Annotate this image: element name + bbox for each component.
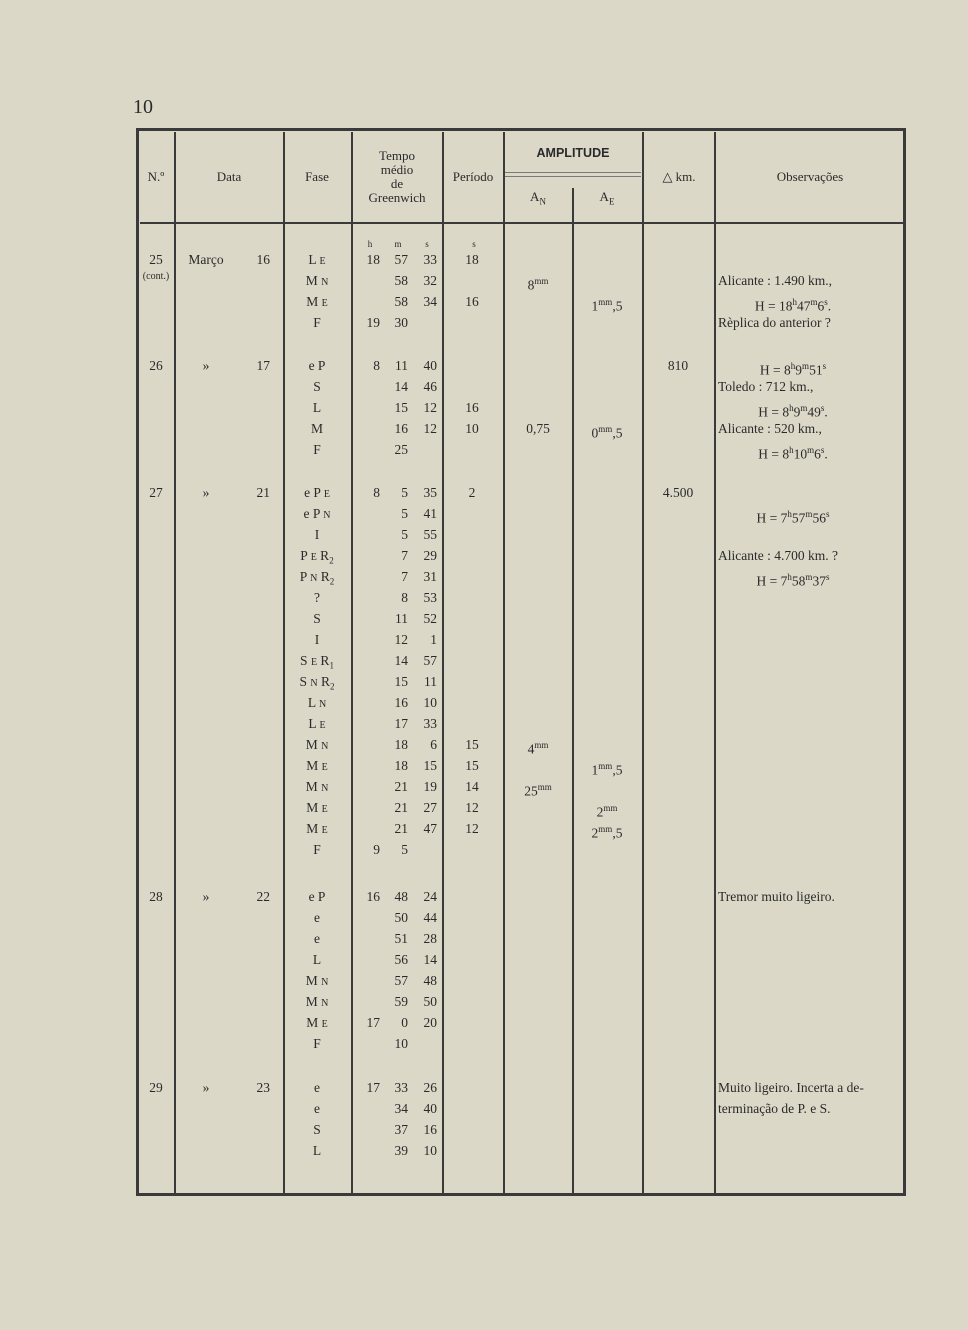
row-observation: Tremor muito ligeiro. <box>718 889 835 904</box>
row-observation: $H = 7^h57^m56^s$ <box>756 509 830 526</box>
row-second: 40 <box>423 358 437 373</box>
amplitude-divider <box>505 176 641 177</box>
row-amp-n: $8^{mm}$ <box>527 276 549 293</box>
row-second: 44 <box>423 910 437 925</box>
row-delta-km: 4.500 <box>662 485 694 500</box>
row-phase: M N <box>305 994 329 1009</box>
row-minute: 21 <box>394 821 408 836</box>
row-second: 26 <box>423 1080 437 1095</box>
row-second: 10 <box>423 1143 437 1158</box>
row-phase: e <box>314 910 320 925</box>
row-second: 33 <box>423 252 437 267</box>
row-minute: 34 <box>394 1101 408 1116</box>
row-period: 18 <box>465 252 479 267</box>
header-number: N.º <box>147 169 165 184</box>
row-second: 1 <box>430 632 437 647</box>
row-phase: M E <box>306 758 328 773</box>
row-phase: L <box>312 1143 322 1158</box>
grid-line <box>351 132 353 1194</box>
row-phase: e P <box>308 358 326 373</box>
grid-line <box>442 132 444 1194</box>
row-second: 35 <box>423 485 437 500</box>
row-period: 14 <box>465 779 479 794</box>
row-amp-e: $0^{mm},5$ <box>591 424 623 441</box>
row-hour: 17 <box>366 1080 380 1095</box>
row-day: 21 <box>256 485 270 500</box>
row-minute: 12 <box>394 632 408 647</box>
row-minute: 56 <box>394 952 408 967</box>
row-phase: e P E <box>304 485 330 500</box>
row-minute: 11 <box>395 358 408 373</box>
row-minute: 7 <box>401 569 408 584</box>
row-second: 53 <box>423 590 437 605</box>
row-minute: 37 <box>394 1122 408 1137</box>
row-minute: 51 <box>394 931 408 946</box>
row-second: 55 <box>423 527 437 542</box>
row-phase: ? <box>314 590 320 605</box>
row-month: » <box>202 358 210 373</box>
row-hour: 18 <box>366 252 380 267</box>
header-phase: Fase <box>305 169 329 184</box>
row-period: 16 <box>465 294 479 309</box>
row-phase: e <box>314 1101 320 1116</box>
row-minute: 16 <box>394 695 408 710</box>
row-phase: M N <box>305 779 329 794</box>
row-second: 15 <box>423 758 437 773</box>
row-observation: Alicante : 1.490 km., <box>718 273 832 288</box>
row-phase: F <box>313 442 321 457</box>
row-amp-n: $25^{mm}$ <box>524 782 552 799</box>
row-period: 15 <box>465 737 479 752</box>
row-period: 15 <box>465 758 479 773</box>
row-minute: 11 <box>395 611 408 626</box>
row-phase: F <box>313 1036 321 1051</box>
row-observation: $H = 7^h58^m37^s$ <box>756 572 830 589</box>
header-observations: Observações <box>776 169 844 184</box>
row-phase: e P <box>308 889 326 904</box>
row-minute: 59 <box>394 994 408 1009</box>
row-second: 12 <box>423 421 437 436</box>
row-minute: 57 <box>394 252 408 267</box>
row-phase: S N $R_2$ <box>299 674 335 692</box>
row-minute: 21 <box>394 800 408 815</box>
amplitude-divider <box>505 172 641 173</box>
grid-line <box>503 132 505 1194</box>
row-delta-km: 810 <box>667 358 689 373</box>
row-period: 16 <box>465 400 479 415</box>
header-time: Tempo médio de Greenwich <box>368 148 426 205</box>
row-hour: 19 <box>366 315 380 330</box>
row-phase: M <box>310 421 323 436</box>
row-phase: M E <box>306 1015 328 1030</box>
row-second: 28 <box>423 931 437 946</box>
row-phase: L <box>312 400 322 415</box>
row-minute: 58 <box>394 294 408 309</box>
row-amp-e: $2^{mm},5$ <box>591 824 623 841</box>
row-second: 57 <box>423 653 437 668</box>
row-second: 41 <box>423 506 437 521</box>
row-minute: 0 <box>401 1015 408 1030</box>
row-phase: P N $R_2$ <box>299 569 335 587</box>
row-minute: 16 <box>394 421 408 436</box>
row-second: 12 <box>423 400 437 415</box>
row-number: 28 <box>149 889 163 904</box>
row-phase: L E <box>308 252 326 267</box>
row-minute: 5 <box>401 485 408 500</box>
row-phase: I <box>314 527 320 542</box>
row-minute: 50 <box>394 910 408 925</box>
row-amp-e: $1^{mm},5$ <box>591 761 623 778</box>
row-amp-e: $2^{mm}$ <box>596 803 618 820</box>
row-minute: 8 <box>401 590 408 605</box>
row-minute: 5 <box>401 527 408 542</box>
row-number: 26 <box>149 358 163 373</box>
row-hour: 8 <box>373 485 380 500</box>
row-second: 11 <box>424 674 437 689</box>
row-hour: 9 <box>373 842 380 857</box>
row-phase: L E <box>308 716 326 731</box>
header-amplitude-e: $A_E$ <box>599 189 615 207</box>
row-phase: M E <box>306 821 328 836</box>
grid-line <box>283 132 285 1194</box>
row-hour: 17 <box>366 1015 380 1030</box>
row-day: 16 <box>256 252 270 267</box>
row-minute: 21 <box>394 779 408 794</box>
row-second: 34 <box>423 294 437 309</box>
row-second: 29 <box>423 548 437 563</box>
row-minute: 5 <box>401 506 408 521</box>
row-hour: 8 <box>373 358 380 373</box>
row-amp-n: $4^{mm}$ <box>527 740 549 757</box>
row-observation: Muito ligeiro. Incerta a de- <box>718 1080 864 1095</box>
row-second: 32 <box>423 273 437 288</box>
row-minute: 18 <box>394 758 408 773</box>
row-period: 10 <box>465 421 479 436</box>
row-observation: $H = 8^h9^m49^s$. <box>758 403 828 420</box>
row-second: 40 <box>423 1101 437 1116</box>
unit-seconds: s <box>425 239 429 249</box>
row-phase: e <box>314 931 320 946</box>
grid-line <box>714 132 716 1194</box>
row-second: 31 <box>423 569 437 584</box>
row-second: 16 <box>423 1122 437 1137</box>
header-date: Data <box>216 169 242 184</box>
row-second: 14 <box>423 952 437 967</box>
header-period: Período <box>452 169 494 184</box>
row-second: 19 <box>423 779 437 794</box>
row-number: 25 <box>149 252 163 267</box>
row-period: 2 <box>468 485 476 500</box>
row-second: 20 <box>423 1015 437 1030</box>
row-observation: Toledo : 712 km., <box>718 379 814 394</box>
row-period: 12 <box>465 800 479 815</box>
row-second: 27 <box>423 800 437 815</box>
row-phase: L N <box>307 695 327 710</box>
row-observation: Alicante : 4.700 km. ? <box>718 548 838 563</box>
row-observation: Rèplica do anterior ? <box>718 315 831 330</box>
row-phase: M E <box>306 800 328 815</box>
row-phase: I <box>314 632 320 647</box>
row-minute: 33 <box>394 1080 408 1095</box>
row-second: 10 <box>423 695 437 710</box>
row-minute: 48 <box>394 889 408 904</box>
row-minute: 39 <box>394 1143 408 1158</box>
row-minute: 58 <box>394 273 408 288</box>
page-number: 10 <box>133 96 153 118</box>
row-phase: F <box>313 842 321 857</box>
row-observation: $H = 8^h10^m6^s$. <box>758 445 828 462</box>
row-number: 29 <box>149 1080 163 1095</box>
row-amp-e: $1^{mm},5$ <box>591 297 623 314</box>
row-phase: L <box>312 952 322 967</box>
row-phase: M E <box>306 294 328 309</box>
row-minute: 25 <box>394 442 408 457</box>
row-phase: M N <box>305 737 329 752</box>
grid-line <box>140 222 904 224</box>
row-second: 6 <box>430 737 437 752</box>
row-phase: e P N <box>303 506 331 521</box>
row-phase: S <box>313 379 321 394</box>
row-second: 52 <box>423 611 437 626</box>
row-minute: 18 <box>394 737 408 752</box>
row-phase: S <box>313 611 321 626</box>
unit-period-seconds: s <box>472 239 476 249</box>
row-minute: 10 <box>394 1036 408 1051</box>
header-amplitude: AMPLITUDE <box>536 146 610 160</box>
row-observation: $H = 8^h9^m51^s$ <box>759 361 827 378</box>
row-minute: 7 <box>401 548 408 563</box>
row-minute: 14 <box>394 653 408 668</box>
row-second: 48 <box>423 973 437 988</box>
row-phase: e <box>314 1080 320 1095</box>
row-phase: P E $R_2$ <box>300 548 334 566</box>
row-month: » <box>202 485 210 500</box>
row-minute: 15 <box>394 400 408 415</box>
header-amplitude-n: $A_N$ <box>530 189 546 207</box>
row-minute: 30 <box>394 315 408 330</box>
row-day: 23 <box>256 1080 270 1095</box>
row-observation: Alicante : 520 km., <box>718 421 822 436</box>
row-phase: S E $R_1$ <box>300 653 334 671</box>
grid-line <box>572 188 574 1194</box>
row-phase: S <box>313 1122 321 1137</box>
row-day: 22 <box>256 889 270 904</box>
row-observation: $H = 18^h47^m6^s$. <box>754 297 832 314</box>
row-minute: 15 <box>394 674 408 689</box>
row-month: » <box>202 889 210 904</box>
unit-hours: h <box>367 239 373 249</box>
row-phase: M N <box>305 273 329 288</box>
row-minute: 57 <box>394 973 408 988</box>
row-second: 33 <box>423 716 437 731</box>
row-minute: 5 <box>401 842 408 857</box>
row-observation: terminação de P. e S. <box>718 1101 831 1116</box>
row-second: 50 <box>423 994 437 1009</box>
row-second: 24 <box>423 889 437 904</box>
grid-line <box>642 132 644 1194</box>
row-second: 47 <box>423 821 437 836</box>
unit-minutes: m <box>394 239 402 249</box>
row-amp-n: 0,75 <box>526 421 550 436</box>
grid-line <box>174 132 176 1194</box>
row-period: 12 <box>465 821 479 836</box>
row-number: 27 <box>149 485 163 500</box>
row-day: 17 <box>256 358 270 373</box>
row-second: 46 <box>423 379 437 394</box>
row-month: » <box>202 1080 210 1095</box>
row-minute: 14 <box>394 379 408 394</box>
row-phase: F <box>313 315 321 330</box>
row-minute: 17 <box>394 716 408 731</box>
row-month: Março <box>188 252 224 267</box>
header-delta-km: △ km. <box>662 169 696 184</box>
row-number-cont: (cont.) <box>142 271 170 282</box>
row-phase: M N <box>305 973 329 988</box>
row-hour: 16 <box>366 889 380 904</box>
